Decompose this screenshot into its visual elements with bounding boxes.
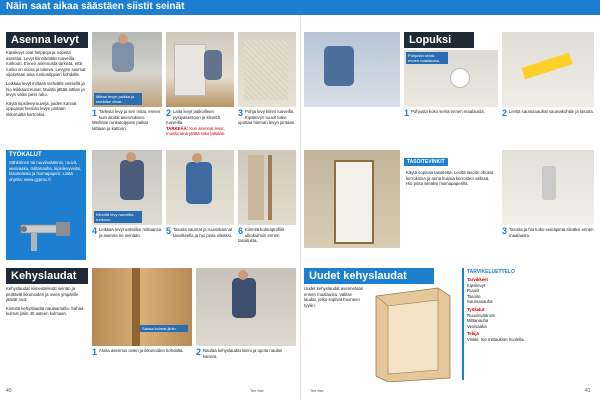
step-text-6: Kiinnitä kulmaprofiilit ulkokulmiin ennen tasoitusta. (238, 227, 285, 244)
photo-note-lopuksi: Pohjusta seinä ennen maalausta. (406, 52, 448, 64)
intro-paragraph-3: Käytä kipsilevyruuveja, joiden kannat uppoavat hieman levyn pintaan rikkomatta kartonkia. (6, 100, 77, 117)
step-number-3: 3 (238, 109, 244, 118)
caption-step-5 (166, 227, 234, 257)
materials-sidebar (462, 268, 596, 380)
section-lopuksi-heading: Lopuksi (404, 32, 474, 48)
tips-box (404, 150, 498, 248)
step-text-3: Pohja levy kiinni ruuveilla. Kipsilevyn ruuvit tulee upottaa hieman levyn pintaan. (238, 109, 296, 126)
step-2-warning-text: Kun asennat levyt, muista aina jättää rako lattiaan. (166, 125, 226, 137)
caption-step-3 (238, 109, 296, 139)
tips-text: Käytä sopivaa tasoitetta. Levitä tasoite ohuina kerroksina ja anna kuivua kerrosten välissä. Hio pinta sileäksi hiomapaperilla. (406, 170, 494, 187)
photo-lopuksi-1 (404, 50, 498, 107)
materials-item-2: Ruuvit (467, 288, 480, 294)
step-number-5: 5 (166, 227, 172, 236)
step-text-4: Leikkaa levyt valmiiksi mittaansa ja asenna ne seinään. (99, 227, 162, 238)
lopuksi-step-text-2: Levitä saumanauhat saumakohtiin ja tasoita. (509, 109, 594, 114)
step-number-4: 4 (92, 227, 98, 236)
tools-item-2: Mittanauha (467, 318, 489, 324)
materials-list-title-2: Työkalut (467, 306, 485, 312)
photo-note-4: Kiinnitä levy ruuveilla runkoon. (94, 211, 142, 223)
photo-step-2 (166, 32, 234, 107)
maker-item-1: Vinkki: tee mittaukset huolella. (467, 336, 525, 342)
moulding-illustration (368, 286, 458, 382)
caption-lopuksi-1 (404, 109, 498, 139)
photo-lopuksi-left (304, 32, 400, 107)
tools-item-1: Ruuvinväännin (467, 312, 496, 318)
photo-step-3 (238, 32, 296, 107)
tools-text: Sähköinen tai ruuvinväännin, ruuvit, vesivaaka, mittanauha, kipsilevyveitsi, tasoitelasta ja hiomapaperi. Lisää ohjeita: www.gyproc.fi (9, 160, 82, 182)
materials-title: TARVIKELUETTELO (467, 269, 515, 275)
kehys-step-text-1: Aloita asennus ovien ja ikkunoiden kohdalta. (99, 348, 184, 353)
header-strip (0, 0, 600, 15)
left-footer-magazine: Tee itse (250, 388, 264, 393)
kehys-paragraph-2: Kiinnitä kehyslaudat naulaamalla. Sahaa kulmat jiiriin 45 asteen kulmaan. (6, 305, 84, 317)
caption-lopuksi-2 (502, 109, 594, 139)
kehys-step-text-2: Naulaa kehyslaudat kiinni ja upota naulan kannat. (203, 348, 283, 359)
materials-list-title-3: Tekijä (467, 331, 479, 337)
screwdriver-tool-icon (16, 205, 76, 255)
caption-kehys-1 (92, 348, 188, 380)
photo-step-5 (166, 150, 234, 225)
caption-step-1 (92, 109, 162, 139)
caption-step-2 (166, 109, 234, 139)
tips-title: TASOITEVINKIT (404, 158, 448, 166)
step-number-2: 2 (166, 109, 172, 118)
right-page-number: 41 (585, 388, 591, 394)
page-title: Näin saat aikaa säästäen siistit seinät (6, 1, 185, 12)
photo-step-1 (92, 32, 162, 107)
kehys-step-number-1: 1 (92, 348, 98, 357)
left-page-number: 40 (6, 388, 12, 394)
intro-text (6, 50, 86, 140)
tools-title: TYÖKALUT (9, 152, 42, 158)
intro-paragraph-1: Kipsilevyt ovat helppoja ja nopeita asentaa. Levyt kiinnitetään ruuveilla runkoon. Ennen asennusta tarkista, että runko on suora ja tukeva. Levyjen saumat sijoitetaan aina runkotolppien kohdalle. (6, 50, 86, 78)
materials-item-4: Saumanauha (467, 299, 493, 305)
photo-kehys-1 (92, 268, 192, 346)
caption-step-6 (238, 227, 296, 257)
section-uudet-heading: Uudet kehyslaudat (304, 268, 434, 284)
photo-note-1: Mittaa levyn paikka ja merkitse viivat. (94, 93, 142, 105)
lopuksi-step-text-3: Tasoita ja hio koko seinäpinta sileäksi ennen maalausta. (509, 227, 594, 238)
tools-box (6, 150, 86, 260)
photo-step-4 (92, 150, 162, 225)
moulding-diagram (368, 286, 458, 382)
intro-paragraph-2: Leikkaa levyt mittaan terävällä veitsellä ja hio leikkausreunat. Muista jättää lattian ja levyn väliin pieni rako. (6, 80, 85, 98)
kehys-paragraph-1: Kehyslaudat viimeistelevät seinän ja peittävät ikkunoiden ja ovien ympärille jäävät raot. (6, 286, 79, 303)
step-text-1: Tarkista levy ja sen mitat, ennen kuin aloitat asennuksen. Merkitse runkotolppien paikat lattiaan ja kattoon. (92, 109, 161, 131)
step-number-1: 1 (92, 109, 98, 118)
lopuksi-step-number-2: 2 (502, 109, 508, 118)
right-footer-magazine: Tee itse (310, 388, 324, 393)
materials-list-title-1: Tarvikkeet (467, 277, 488, 282)
caption-kehys-2 (196, 348, 296, 380)
caption-step-4 (92, 227, 162, 257)
photo-lopuksi-3 (502, 150, 594, 225)
caption-lopuksi-3 (502, 227, 594, 257)
photo-wall-room (304, 150, 400, 248)
section-asenna-heading: Asenna levyt (6, 32, 88, 48)
lopuksi-step-text-1: Pohjusta koko seinä ennen maalausta. (411, 109, 485, 114)
step-text-5: Tasoita saumat ja ruuvinkannat tasoitteella ja hio pinta sileäksi. (173, 227, 233, 238)
section-kehys-heading: Kehyslaudat (6, 268, 88, 284)
step-2-warning-label: TARKEÄÄ: (166, 125, 189, 131)
step-number-6: 6 (238, 227, 244, 236)
materials-item-3: Tasoite (467, 293, 481, 299)
photo-note-kehys: Sahaa kulmat jiiriin. (140, 325, 188, 332)
page-spine (300, 15, 301, 400)
step-text-2: Laita levyt paikoilleen pystyasentoon ja kiinnitä ruuveilla. (166, 109, 220, 126)
uudet-text: Uudet kehyslaudat asennetaan ennen maalausta. Valitse laudat, jotka sopivat huoneen tyyliin. (304, 286, 364, 308)
materials-item-1: Kipsilevyt (467, 282, 486, 288)
lopuksi-step-number-1: 1 (404, 109, 410, 118)
photo-lopuksi-2 (502, 32, 594, 107)
kehys-text (6, 286, 86, 386)
kehys-step-number-2: 2 (196, 348, 202, 357)
tools-item-3: Vesivaaka (467, 323, 487, 329)
lopuksi-step-number-3: 3 (502, 227, 508, 236)
photo-step-6 (238, 150, 296, 225)
photo-kehys-2 (196, 268, 296, 346)
